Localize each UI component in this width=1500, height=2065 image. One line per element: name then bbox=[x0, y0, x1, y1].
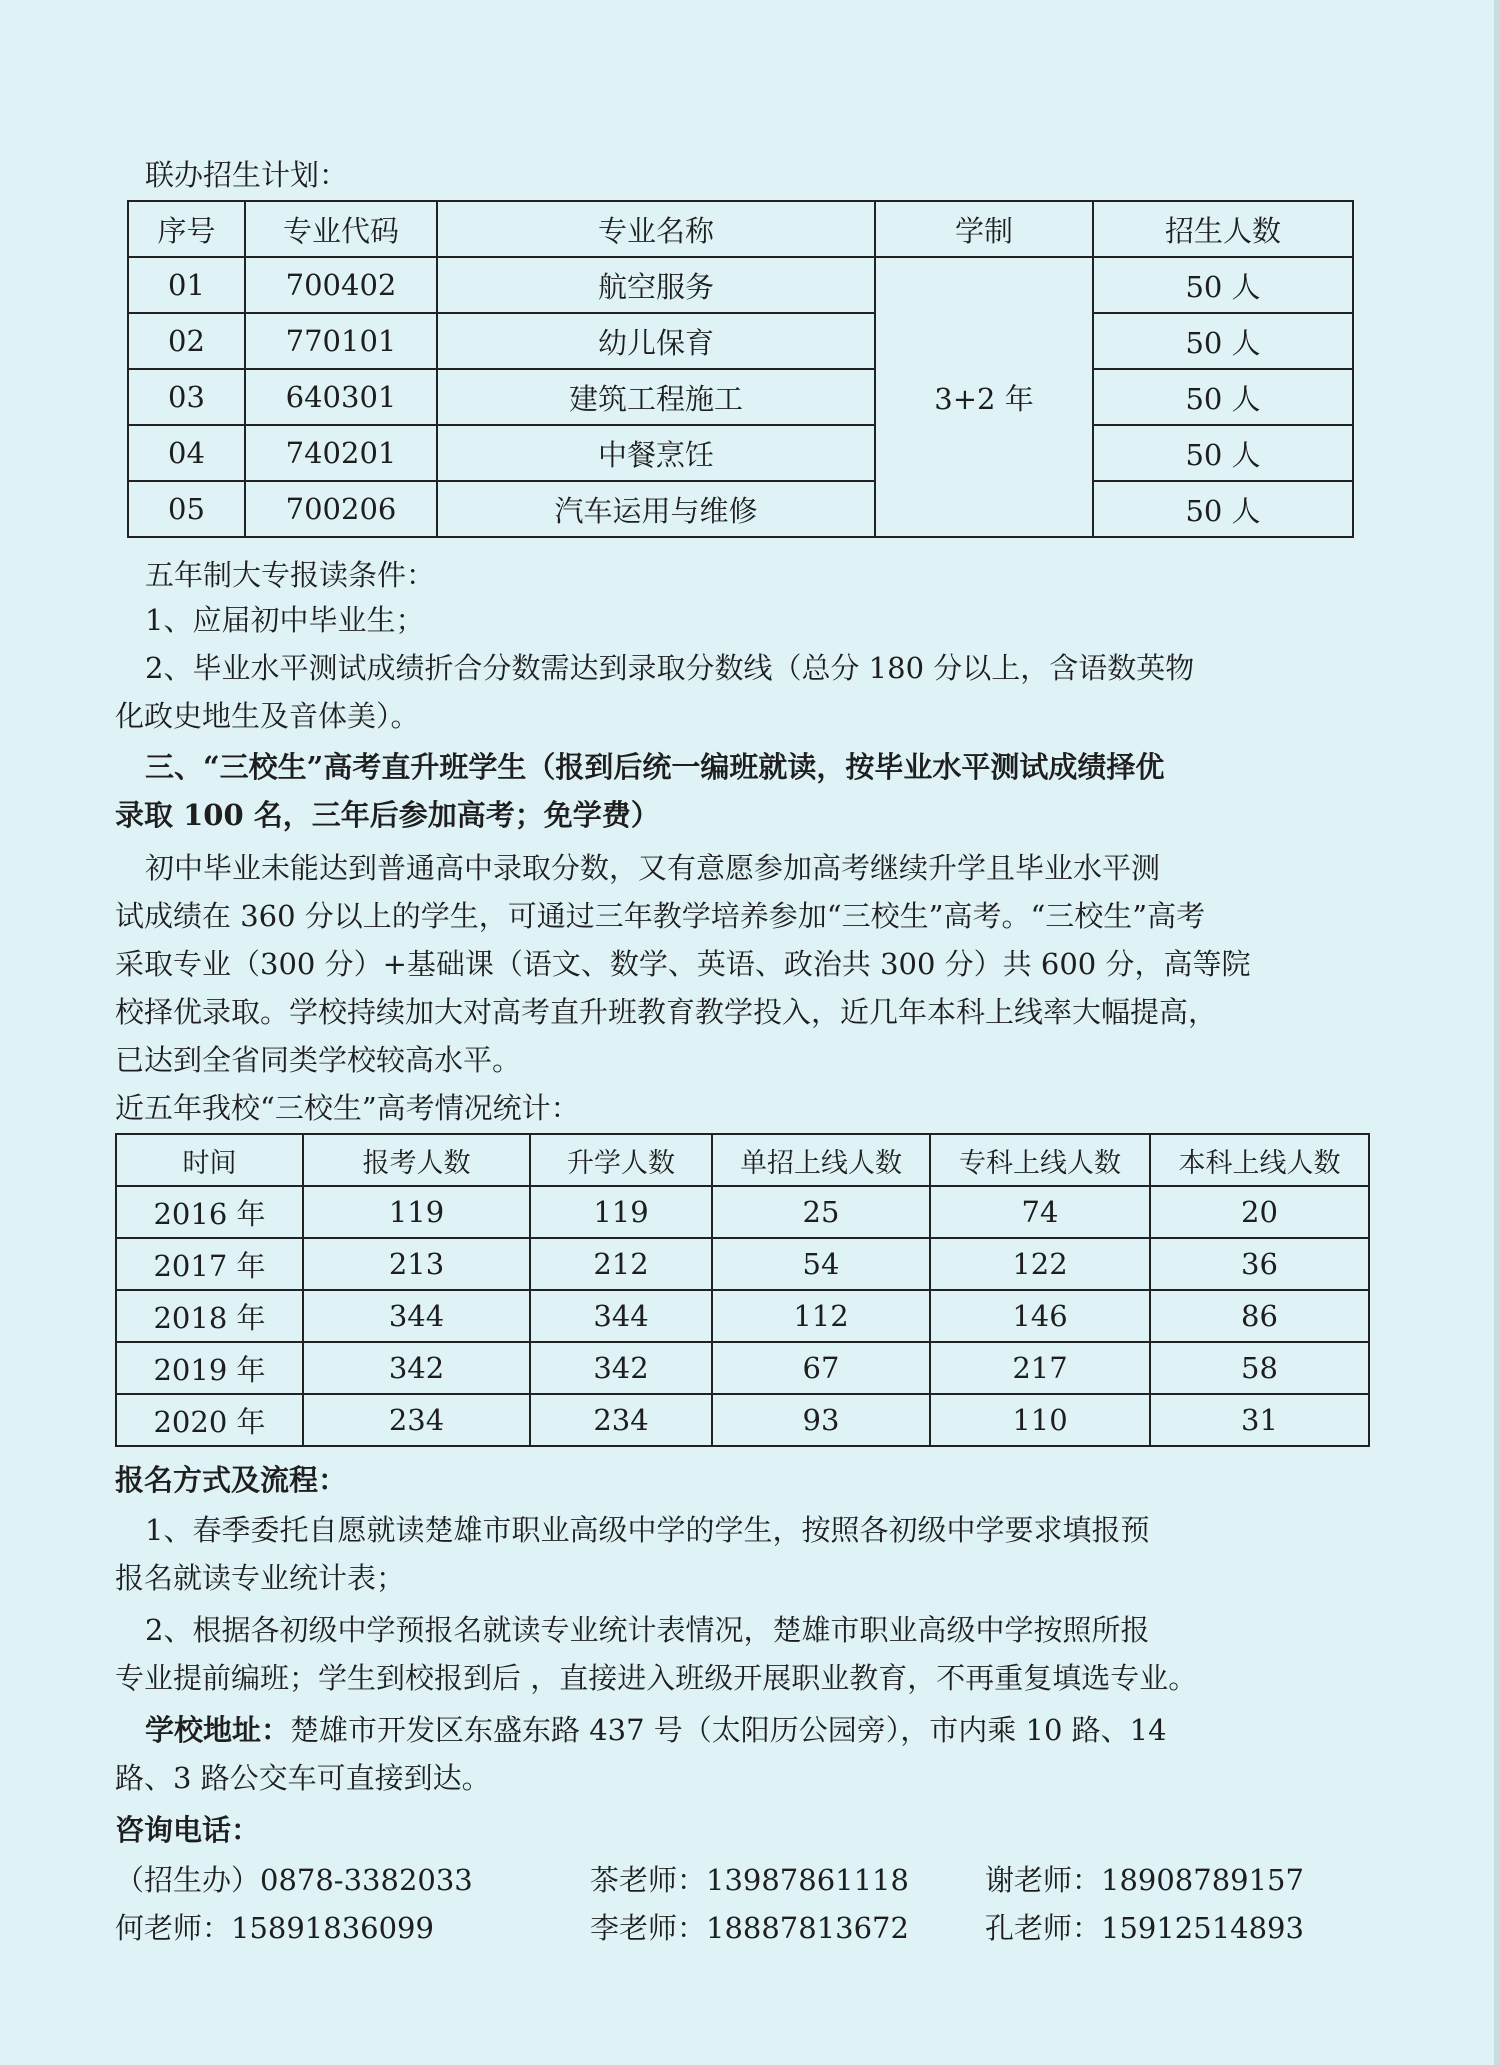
stats-cell: 2020 年 bbox=[116, 1394, 303, 1446]
plan-name: 航空服务 bbox=[437, 257, 875, 313]
plan-duration: 3+2 年 bbox=[875, 257, 1093, 537]
plan-no: 05 bbox=[128, 481, 245, 537]
contact-teacher-xie: 谢老师：18908789157 bbox=[985, 1863, 1304, 1897]
stats-header-row bbox=[116, 1134, 1369, 1186]
plan-count: 50 人 bbox=[1093, 313, 1353, 369]
stats-cell: 93 bbox=[712, 1394, 930, 1446]
stats-cell: 86 bbox=[1150, 1290, 1369, 1342]
stats-header: 报考人数 bbox=[303, 1134, 530, 1186]
plan-no: 02 bbox=[128, 313, 245, 369]
plan-no: 04 bbox=[128, 425, 245, 481]
plan-header-count: 招生人数 bbox=[1093, 201, 1353, 257]
plan-count: 50 人 bbox=[1093, 481, 1353, 537]
scan-edge bbox=[1494, 0, 1500, 2065]
stats-cell: 2019 年 bbox=[116, 1342, 303, 1394]
section-3-heading-cont: 录取 100 名，三年后参加高考；免学费） bbox=[115, 798, 660, 832]
conditions-item-2: 2、毕业水平测试成绩折合分数需达到录取分数线（总分 180 分以上，含语数英物 bbox=[145, 651, 1195, 685]
section-3-para-3: 采取专业（300 分）+基础课（语文、数学、英语、政治共 300 分）共 600 分，高等院 bbox=[115, 947, 1251, 981]
stats-cell: 20 bbox=[1150, 1186, 1369, 1238]
conditions-item-1: 1、应届初中毕业生； bbox=[145, 603, 425, 637]
address-text: 楚雄市开发区东盛东路 437 号（太阳历公园旁），市内乘 10 路、14 bbox=[290, 1713, 1167, 1747]
stats-header: 时间 bbox=[116, 1134, 303, 1186]
school-address-cont: 路、3 路公交车可直接到达。 bbox=[115, 1761, 491, 1795]
stats-header: 专科上线人数 bbox=[930, 1134, 1150, 1186]
stats-cell: 2016 年 bbox=[116, 1186, 303, 1238]
plan-code: 700206 bbox=[245, 481, 437, 537]
stats-cell: 342 bbox=[303, 1342, 530, 1394]
registration-item-2: 2、根据各初级中学预报名就读专业统计表情况，楚雄市职业高级中学按照所报 bbox=[145, 1613, 1150, 1647]
contact-teacher-li: 李老师：18887813672 bbox=[590, 1911, 909, 1945]
plan-name: 幼儿保育 bbox=[437, 313, 875, 369]
plan-row bbox=[128, 313, 1353, 369]
plan-no: 03 bbox=[128, 369, 245, 425]
address-label: 学校地址： bbox=[145, 1713, 291, 1747]
registration-item-2-cont: 专业提前编班；学生到校报到后 ，直接进入班级开展职业教育，不再重复填选专业。 bbox=[115, 1661, 1198, 1695]
plan-count: 50 人 bbox=[1093, 257, 1353, 313]
plan-count: 50 人 bbox=[1093, 369, 1353, 425]
plan-no: 01 bbox=[128, 257, 245, 313]
stats-cell: 2018 年 bbox=[116, 1290, 303, 1342]
stats-cell: 234 bbox=[530, 1394, 712, 1446]
contact-teacher-cha: 茶老师：13987861118 bbox=[590, 1863, 909, 1897]
school-address bbox=[145, 1710, 1167, 1750]
plan-row bbox=[128, 257, 1353, 313]
stats-cell: 119 bbox=[530, 1186, 712, 1238]
registration-item-1: 1、春季委托自愿就读楚雄市职业高级中学的学生，按照各初级中学要求填报预 bbox=[145, 1513, 1150, 1547]
stats-cell: 110 bbox=[930, 1394, 1150, 1446]
plan-code: 640301 bbox=[245, 369, 437, 425]
contact-office: （招生办）0878-3382033 bbox=[115, 1863, 473, 1897]
stats-cell: 54 bbox=[712, 1238, 930, 1290]
stats-cell: 2017 年 bbox=[116, 1238, 303, 1290]
stats-header: 单招上线人数 bbox=[712, 1134, 930, 1186]
stats-cell: 146 bbox=[930, 1290, 1150, 1342]
section-3-para-5: 已达到全省同类学校较高水平。 bbox=[115, 1043, 522, 1077]
contact-teacher-kong: 孔老师：15912514893 bbox=[985, 1911, 1304, 1945]
plan-name: 建筑工程施工 bbox=[437, 369, 875, 425]
plan-row bbox=[128, 425, 1353, 481]
stats-cell: 58 bbox=[1150, 1342, 1369, 1394]
plan-row bbox=[128, 369, 1353, 425]
plan-header-no: 序号 bbox=[128, 201, 245, 257]
stats-header: 本科上线人数 bbox=[1150, 1134, 1369, 1186]
stats-cell: 25 bbox=[712, 1186, 930, 1238]
plan-header-duration: 学制 bbox=[875, 201, 1093, 257]
stats-cell: 31 bbox=[1150, 1394, 1369, 1446]
stats-row bbox=[116, 1394, 1369, 1446]
plan-header-row bbox=[128, 201, 1353, 257]
plan-code: 740201 bbox=[245, 425, 437, 481]
stats-row bbox=[116, 1186, 1369, 1238]
section-3-para-1: 初中毕业未能达到普通高中录取分数，又有意愿参加高考继续升学且毕业水平测 bbox=[145, 851, 1161, 885]
stats-cell: 217 bbox=[930, 1342, 1150, 1394]
plan-table bbox=[127, 200, 1354, 538]
stats-title: 近五年我校“三校生”高考情况统计： bbox=[115, 1091, 580, 1125]
registration-item-1-cont: 报名就读专业统计表； bbox=[115, 1561, 406, 1595]
stats-cell: 119 bbox=[303, 1186, 530, 1238]
plan-row bbox=[128, 481, 1353, 537]
stats-cell: 213 bbox=[303, 1238, 530, 1290]
stats-cell: 344 bbox=[530, 1290, 712, 1342]
stats-cell: 74 bbox=[930, 1186, 1150, 1238]
plan-name: 中餐烹饪 bbox=[437, 425, 875, 481]
section-3-para-2: 试成绩在 360 分以上的学生，可通过三年教学培养参加“三校生”高考。“三校生”高考 bbox=[115, 899, 1206, 933]
stats-cell: 67 bbox=[712, 1342, 930, 1394]
plan-count: 50 人 bbox=[1093, 425, 1353, 481]
plan-code: 770101 bbox=[245, 313, 437, 369]
plan-header-code: 专业代码 bbox=[245, 201, 437, 257]
stats-table bbox=[115, 1133, 1370, 1447]
conditions-title: 五年制大专报读条件： bbox=[145, 558, 436, 592]
stats-cell: 212 bbox=[530, 1238, 712, 1290]
section-3-heading: 三、“三校生”高考直升班学生（报到后统一编班就读，按毕业水平测试成绩择优 bbox=[145, 750, 1165, 784]
plan-name: 汽车运用与维修 bbox=[437, 481, 875, 537]
stats-cell: 112 bbox=[712, 1290, 930, 1342]
conditions-item-2-cont: 化政史地生及音体美）。 bbox=[115, 699, 420, 733]
stats-cell: 342 bbox=[530, 1342, 712, 1394]
registration-title: 报名方式及流程： bbox=[115, 1463, 348, 1497]
stats-row bbox=[116, 1238, 1369, 1290]
stats-row bbox=[116, 1342, 1369, 1394]
stats-cell: 122 bbox=[930, 1238, 1150, 1290]
stats-cell: 36 bbox=[1150, 1238, 1369, 1290]
plan-code: 700402 bbox=[245, 257, 437, 313]
stats-cell: 344 bbox=[303, 1290, 530, 1342]
stats-row bbox=[116, 1290, 1369, 1342]
contact-title: 咨询电话： bbox=[115, 1813, 261, 1847]
stats-cell: 234 bbox=[303, 1394, 530, 1446]
stats-header: 升学人数 bbox=[530, 1134, 712, 1186]
contact-teacher-he: 何老师：15891836099 bbox=[115, 1911, 434, 1945]
plan-title: 联办招生计划： bbox=[145, 158, 349, 192]
section-3-para-4: 校择优录取。学校持续加大对高考直升班教育教学投入，近几年本科上线率大幅提高， bbox=[115, 995, 1218, 1029]
plan-header-name: 专业名称 bbox=[437, 201, 875, 257]
